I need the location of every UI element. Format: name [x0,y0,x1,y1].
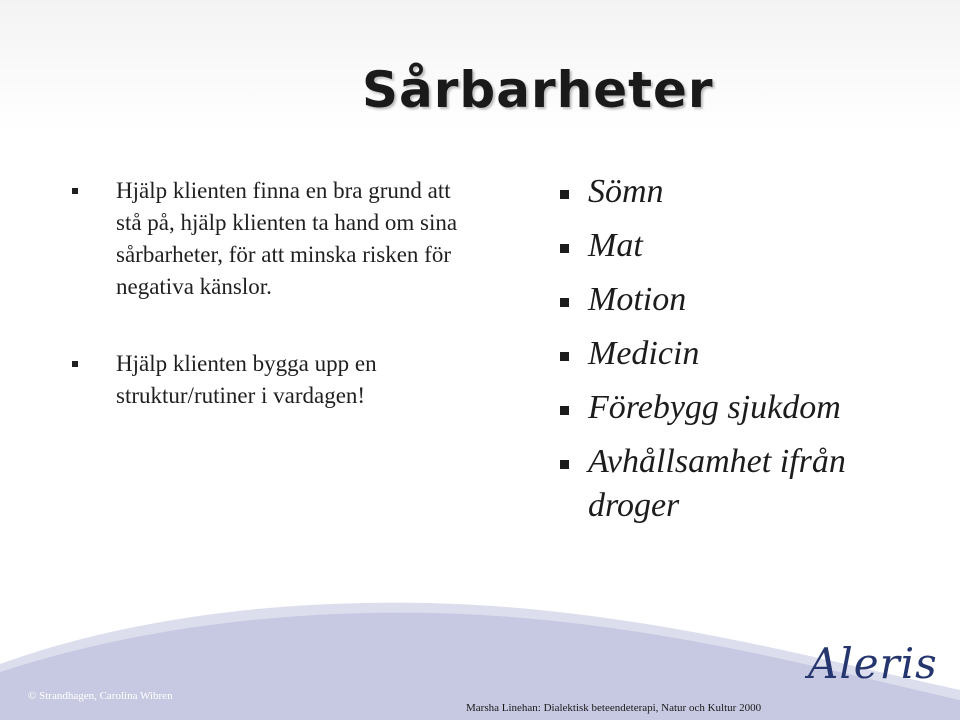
square-bullet-icon [560,190,569,199]
aleris-logo: Aleris [808,639,938,688]
left-bullet-item [70,175,470,303]
right-bullet-text: Avhållsamhet ifrån droger [588,443,846,524]
right-bullet-item [558,224,938,268]
slide-title: Sårbarheter [362,61,714,119]
right-bullet-item [558,386,938,430]
left-bullet-list [70,175,470,412]
reference-text: Marsha Linehan: Dialektisk beteendeterapi, Natur och Kultur 2000 [466,702,762,714]
right-bullet-item [558,332,938,376]
square-bullet-icon [72,361,78,367]
square-bullet-icon [560,406,569,415]
right-bullet-list [558,170,938,538]
left-bullet-item [70,348,470,412]
right-bullet-item [558,170,938,214]
square-bullet-icon [560,244,569,253]
right-bullet-text: Motion [588,281,687,318]
square-bullet-icon [560,352,569,361]
square-bullet-icon [72,188,78,194]
left-bullet-text: Hjälp klienten bygga upp en struktur/rutiner i vardagen! [116,351,377,408]
square-bullet-icon [560,298,569,307]
right-bullet-item [558,278,938,322]
right-bullet-item [558,440,938,528]
left-bullet-text: Hjälp klienten finna en bra grund att stå på, hjälp klienten ta hand om sina sårbarheter, för att minska risken för negativa känslor. [116,178,458,299]
right-bullet-text: Mat [588,227,643,264]
square-bullet-icon [560,460,569,469]
copyright-text: © Strandhagen, Carolina Wibren [28,690,173,702]
right-bullet-text: Förebygg sjukdom [588,389,841,426]
right-bullet-text: Sömn [588,173,664,210]
right-bullet-text: Medicin [588,335,700,372]
